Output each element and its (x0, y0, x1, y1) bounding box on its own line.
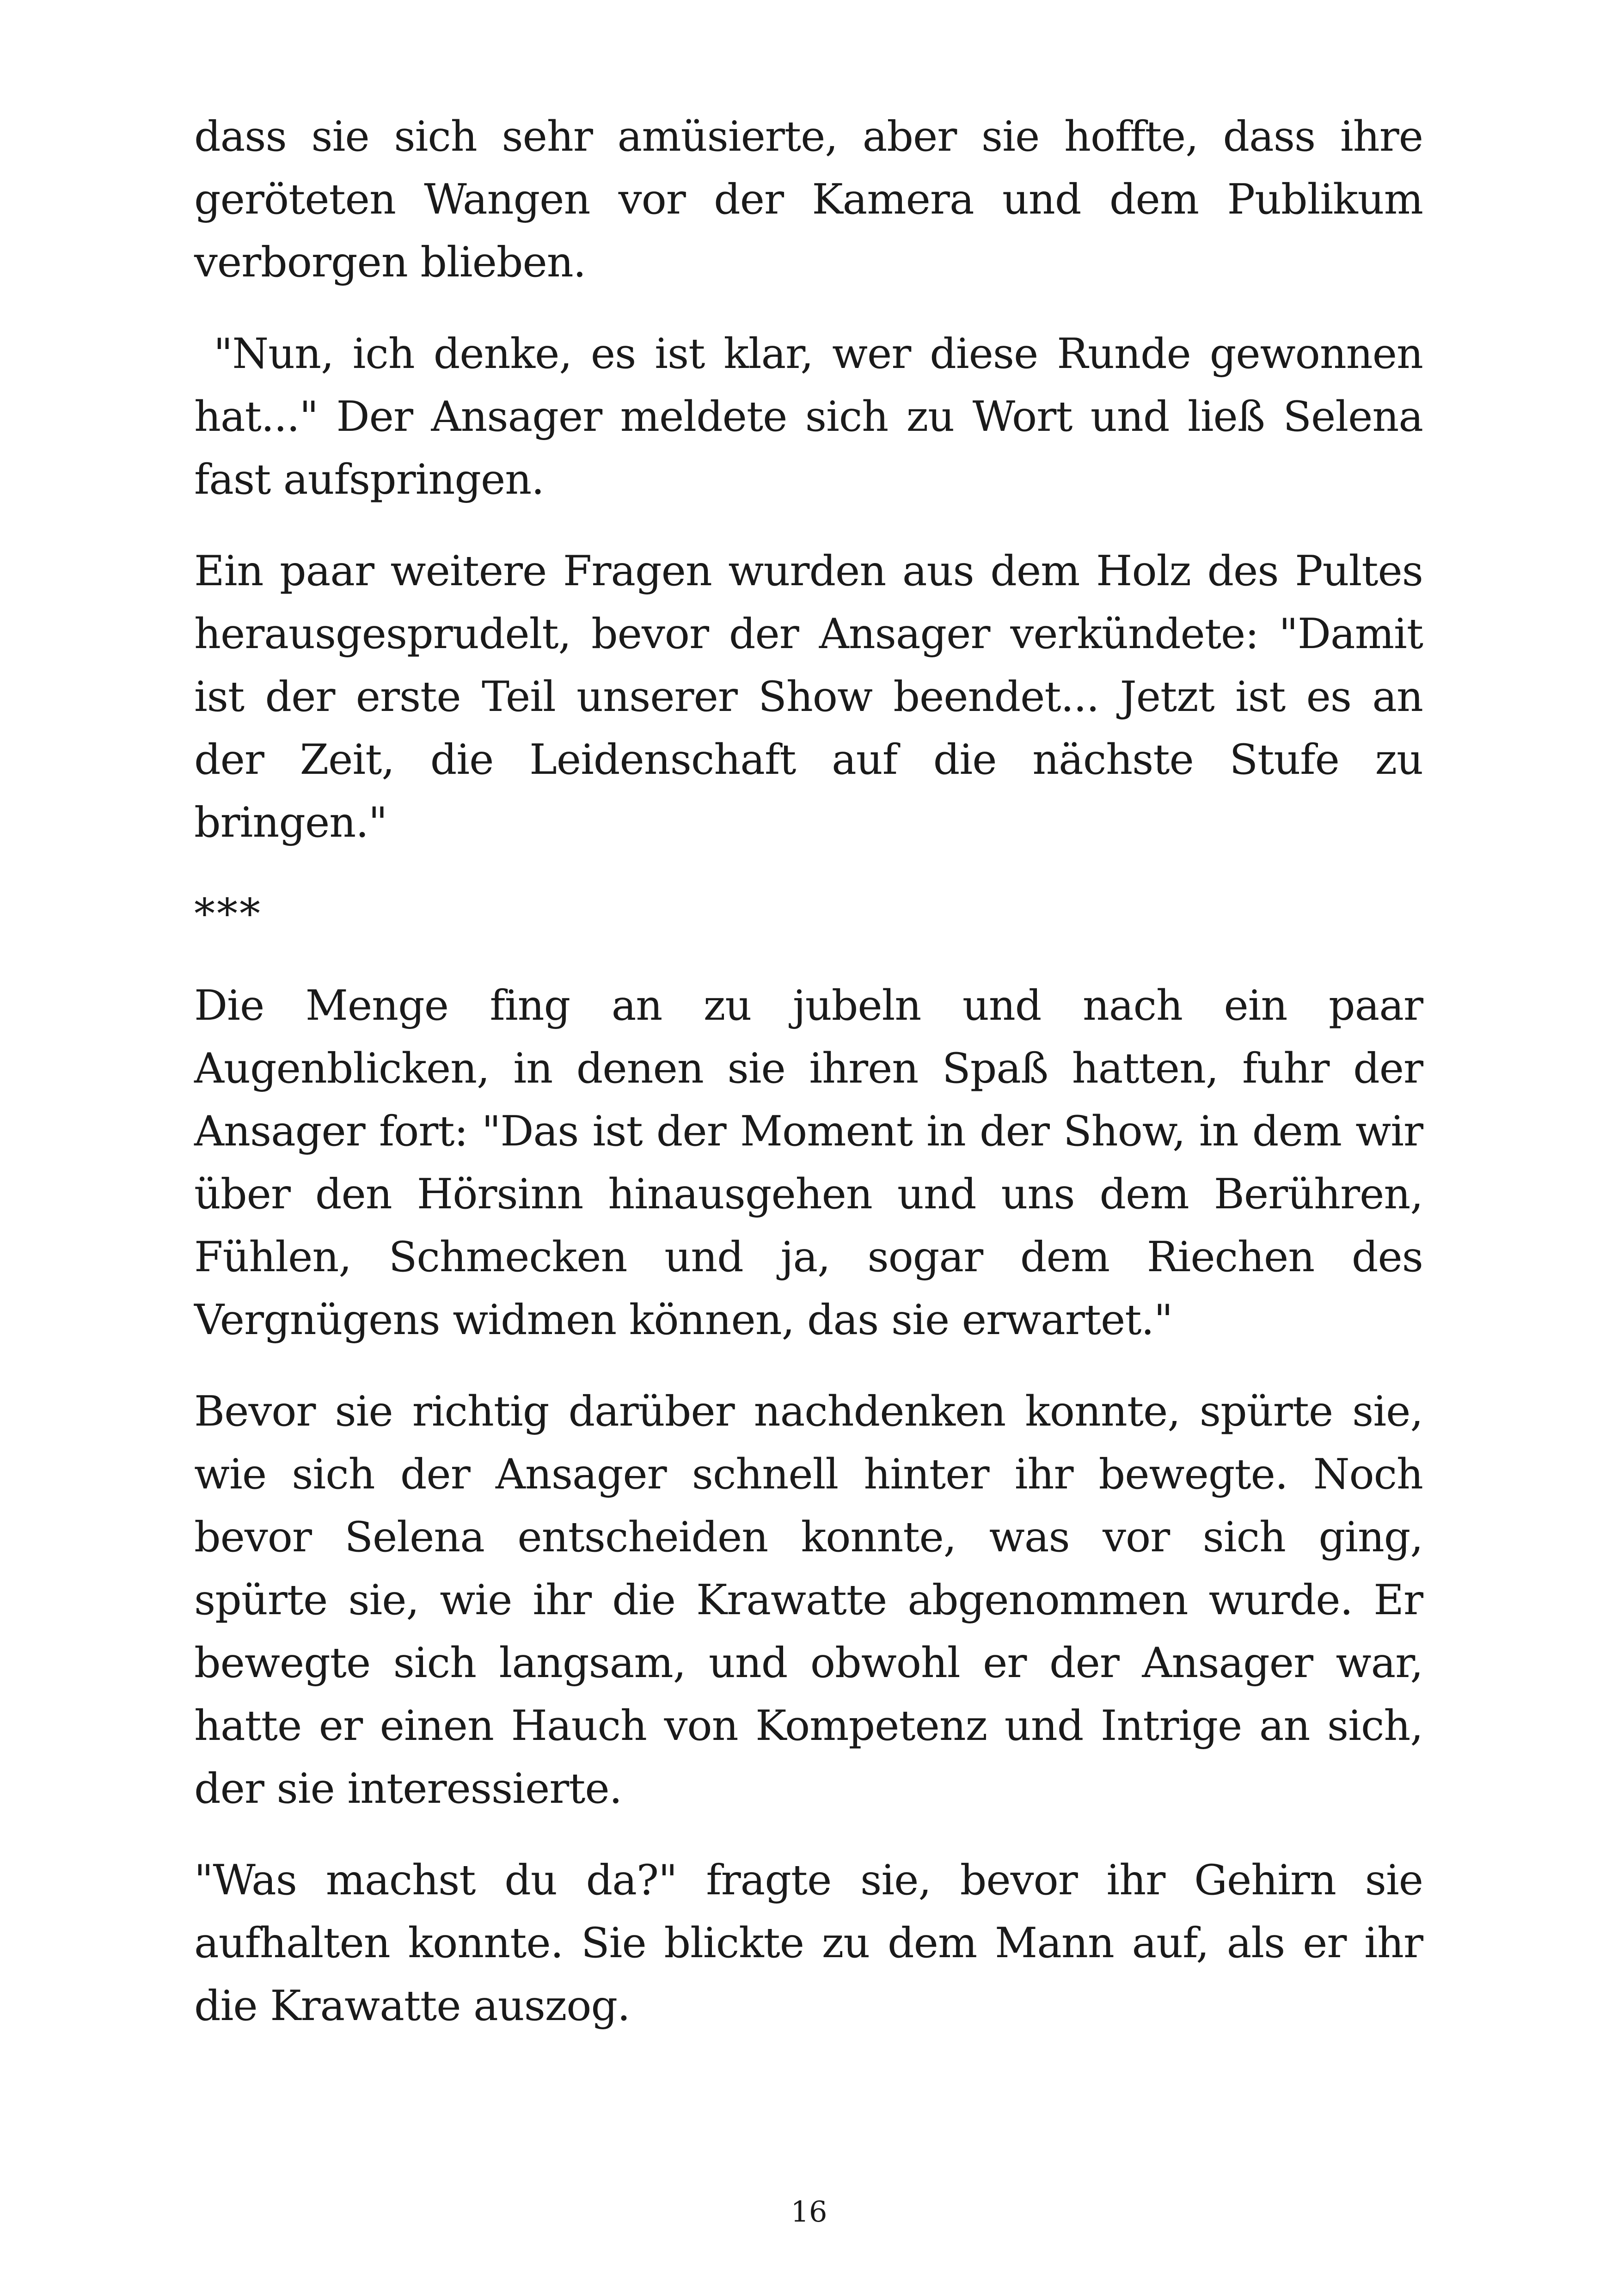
paragraph: Bevor sie richtig darüber nachdenken konnte, spürte sie, wie sich der Ansager schnell hinter ihr bewegte. Noch bevor Selena entscheiden konnte, was vor sich ging, spürte sie, wie ihr die Krawatte abgenommen wurde. Er bewegte sich langsam, und obwohl er der Ansager war, hatte er einen Hauch von Kompetenz und Intrige an sich, der sie interessierte. (194, 1387, 1423, 1813)
paragraph: dass sie sich sehr amüsierte, aber sie hoffte, dass ihre geröteten Wangen vor der Kamera und dem Publikum verborgen blieben. (194, 112, 1423, 287)
page-number: 16 (791, 2195, 827, 2229)
paragraph: "Was machst du da?" fragte sie, bevor ihr Gehirn sie aufhalten konnte. Sie blickte zu dem Mann auf, als er ihr die Krawatte auszog. (194, 1856, 1423, 2030)
paragraph: "Nun, ich denke, es ist klar, wer diese Runde gewonnen hat..." Der Ansager meldete sich zu Wort und ließ Selena fast aufspringen. (194, 330, 1423, 504)
body-text (194, 105, 1423, 2066)
scene-break: *** (194, 890, 262, 938)
paragraph: Ein paar weitere Fragen wurden aus dem Holz des Pultes herausgesprudelt, bevor der Ansager verkündete: "Damit ist der erste Teil unserer Show beendet... Jetzt ist es an der Zeit, die Leidenschaft auf die nächste Stufe zu bringen." (194, 547, 1423, 847)
paragraph: Die Menge fing an zu jubeln und nach ein paar Augenblicken, in denen sie ihren Spaß hatten, fuhr der Ansager fort: "Das ist der Moment in der Show, in dem wir über den Hörsinn hinausgehen und uns dem Berühren, Fühlen, Schmecken und ja, sogar dem Riechen des Vergnügens widmen können, das sie erwartet." (194, 981, 1423, 1344)
